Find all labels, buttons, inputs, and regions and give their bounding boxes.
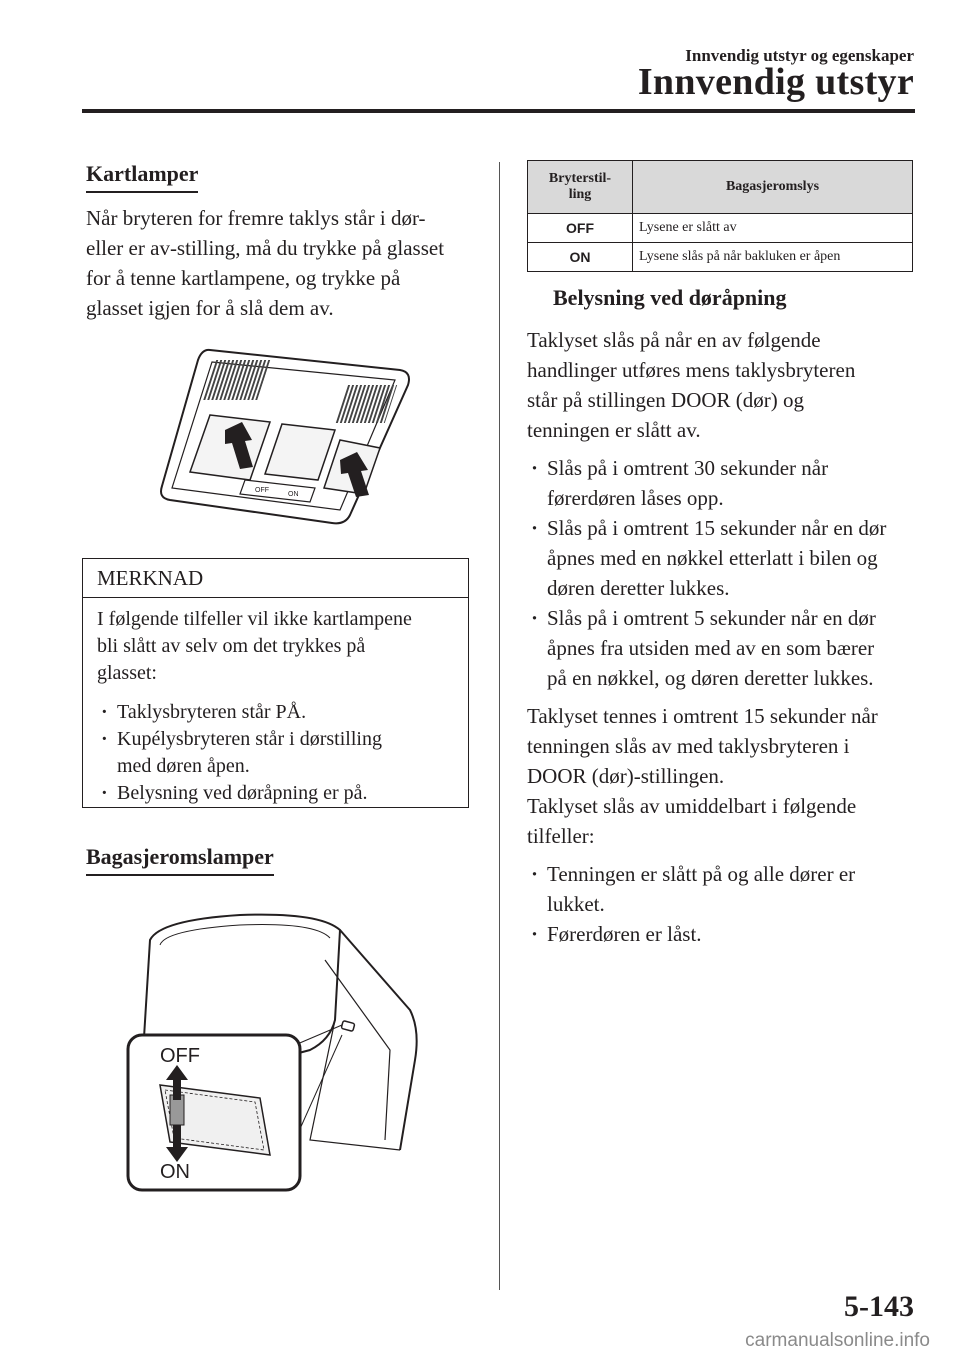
map-lamp-illustration bbox=[150, 330, 430, 540]
list-item: · Førerdøren er låst. bbox=[527, 919, 922, 949]
list-item: · Taklysbryteren står PÅ. bbox=[97, 699, 454, 726]
table-cell: Lysene er slått av bbox=[633, 214, 913, 243]
door-lighting-body bbox=[527, 325, 922, 949]
door-lighting-heading: Belysning ved døråpning bbox=[553, 285, 787, 310]
watermark: carmanualsonline.info bbox=[745, 1330, 930, 1351]
note-title: MERKNAD bbox=[83, 559, 468, 598]
text-line: Taklyset slås av umiddelbart i følgende bbox=[527, 794, 857, 818]
section-title: Innvendig utstyr og egenskaper bbox=[685, 46, 914, 65]
note-intro-line: bli slått av selv om det trykkes på bbox=[97, 635, 366, 657]
text-line: står på stillingen DOOR (dør) og bbox=[527, 388, 805, 412]
luggage-lamp-illustration bbox=[120, 900, 440, 1200]
off-label: OFF bbox=[160, 1045, 200, 1067]
door-lighting-bullets bbox=[527, 453, 922, 693]
note-intro-line: I følgende tilfeller vil ikke kartlampene bbox=[97, 608, 412, 630]
on-label: ON bbox=[288, 491, 299, 498]
text-line: Taklyset tennes i omtrent 15 sekunder når bbox=[527, 704, 878, 728]
door-lighting-paragraph bbox=[527, 701, 922, 851]
column-divider bbox=[499, 162, 500, 1290]
text-line: Når bryteren for fremre taklys står i dør- bbox=[86, 206, 426, 230]
switch-position-badge: ON bbox=[528, 243, 633, 272]
on-label: ON bbox=[160, 1161, 190, 1183]
list-item: · Slås på i omtrent 15 sekunder når en dør åpnes med en nøkkel etterlatt i bilen og døren deretter lukkes. bbox=[527, 513, 922, 603]
table-cell: Lysene slås på når bakluken er åpen bbox=[633, 243, 913, 272]
text-line: tenningen er slått av. bbox=[527, 418, 701, 442]
kartlamper-heading: Kartlamper bbox=[86, 160, 198, 193]
note-bullet-list bbox=[97, 699, 454, 807]
chapter-title: Innvendig utstyr bbox=[637, 61, 914, 103]
list-item: · Tenningen er slått på og alle dører er lukket. bbox=[527, 859, 922, 919]
text-line: DOOR (dør)-stillingen. bbox=[527, 764, 725, 788]
column-header: Bryterstil- ling bbox=[528, 161, 633, 214]
bagasje-heading: Bagasjeromslamper bbox=[86, 843, 274, 876]
note-intro-line: glasset: bbox=[97, 662, 157, 684]
off-label: OFF bbox=[255, 487, 269, 494]
table-header-row bbox=[528, 161, 913, 214]
text-line: glasset igjen for å slå dem av. bbox=[86, 296, 334, 320]
table-row bbox=[528, 243, 913, 272]
text-line: tilfeller: bbox=[527, 824, 595, 848]
text-line: handlinger utføres mens taklysbryteren bbox=[527, 358, 856, 382]
switch-position-badge: OFF bbox=[528, 214, 633, 243]
list-item: · Slås på i omtrent 30 sekunder når førerdøren låses opp. bbox=[527, 453, 922, 513]
list-item: · Kupélysbryteren står i dørstilling med døren åpen. bbox=[97, 726, 454, 780]
note-box bbox=[82, 558, 469, 808]
column-header: Bagasjeromslys bbox=[633, 161, 913, 214]
page-number: 5-143 bbox=[844, 1290, 914, 1323]
list-item: · Belysning ved døråpning er på. bbox=[97, 780, 454, 807]
text-line: for å tenne kartlampene, og trykke på bbox=[86, 266, 401, 290]
text-line: tenningen slås av med taklysbryteren i bbox=[527, 734, 850, 758]
text-line: eller er av-stilling, må du trykke på glasset bbox=[86, 236, 445, 260]
luggage-light-table bbox=[527, 160, 913, 272]
door-lighting-bullets-2 bbox=[527, 859, 922, 949]
text-line: Taklyset slås på når en av følgende bbox=[527, 328, 821, 352]
header-rule bbox=[82, 109, 915, 113]
list-item: · Slås på i omtrent 5 sekunder når en dør åpnes fra utsiden med av en som bærer på en nøkkel, og døren deretter lukkes. bbox=[527, 603, 922, 693]
note-body bbox=[83, 598, 468, 807]
table-row bbox=[528, 214, 913, 243]
kartlamper-paragraph bbox=[86, 203, 486, 323]
